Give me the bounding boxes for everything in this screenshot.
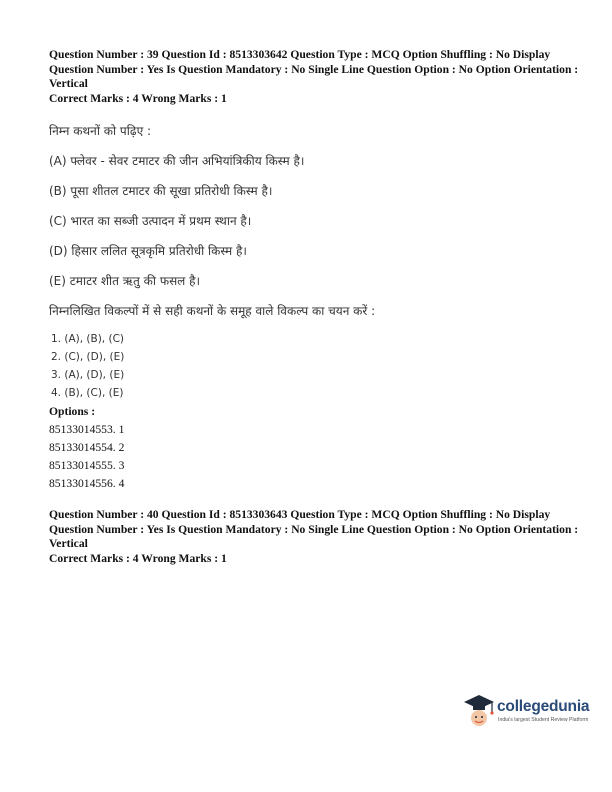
option-2: 85133014554. 2 (49, 441, 125, 454)
statement-a: (A) फ्लेवर - सेवर टमाटर की जीन अभियांत्रिकीय किस्म है। (49, 154, 305, 168)
statement-c: (C) भारत का सब्जी उत्पादन में प्रथम स्थान है। (49, 214, 252, 228)
question-39-meta: Question Number : 39 Question Id : 8513303642 Question Type : MCQ Option Shuffling : No Display Question Number : Yes Is Question Mandatory : No Single Line Question Option : No Option Orientation : Vertical (49, 48, 579, 91)
statement-d: (D) हिसार ललित सूत्रकृमि प्रतिरोधी किस्म है। (49, 244, 247, 258)
logo-wordmark: collegedunia (497, 698, 590, 715)
option-3: 85133014555. 3 (49, 459, 125, 472)
question-39-marks: Correct Marks : 4 Wrong Marks : 1 (49, 91, 227, 105)
options-label: Options : (49, 405, 96, 418)
statement-e: (E) टमाटर शीत ऋतु की फसल है। (49, 274, 201, 288)
question-39-header (49, 48, 589, 106)
option-1: 85133014553. 1 (49, 423, 125, 436)
choice-2: 2. (C), (D), (E) (51, 351, 125, 363)
choice-4: 4. (B), (C), (E) (51, 387, 124, 399)
option-4: 85133014556. 4 (49, 477, 125, 490)
collegedunia-logo (462, 690, 602, 736)
question-39-intro: निम्न कथनों को पढ़िए : (49, 124, 152, 138)
graduate-cap-icon (462, 690, 496, 730)
question-40-header (49, 508, 589, 566)
choice-1: 1. (A), (B), (C) (51, 333, 125, 345)
choice-3: 3. (A), (D), (E) (51, 369, 125, 381)
question-39-prompt: निम्नलिखित विकल्पों में से सही कथनों के समूह वाले विकल्प का चयन करें : (49, 304, 376, 318)
question-40-meta: Question Number : 40 Question Id : 8513303643 Question Type : MCQ Option Shuffling : No Display Question Number : Yes Is Question Mandatory : No Single Line Question Option : No Option Orientation : Vertical (49, 508, 579, 551)
logo-tagline: India's largest Student Review Platform (498, 717, 589, 723)
statement-b: (B) पूसा शीतल टमाटर की सूखा प्रतिरोधी किस्म है। (49, 184, 273, 198)
question-40-marks: Correct Marks : 4 Wrong Marks : 1 (49, 551, 227, 565)
